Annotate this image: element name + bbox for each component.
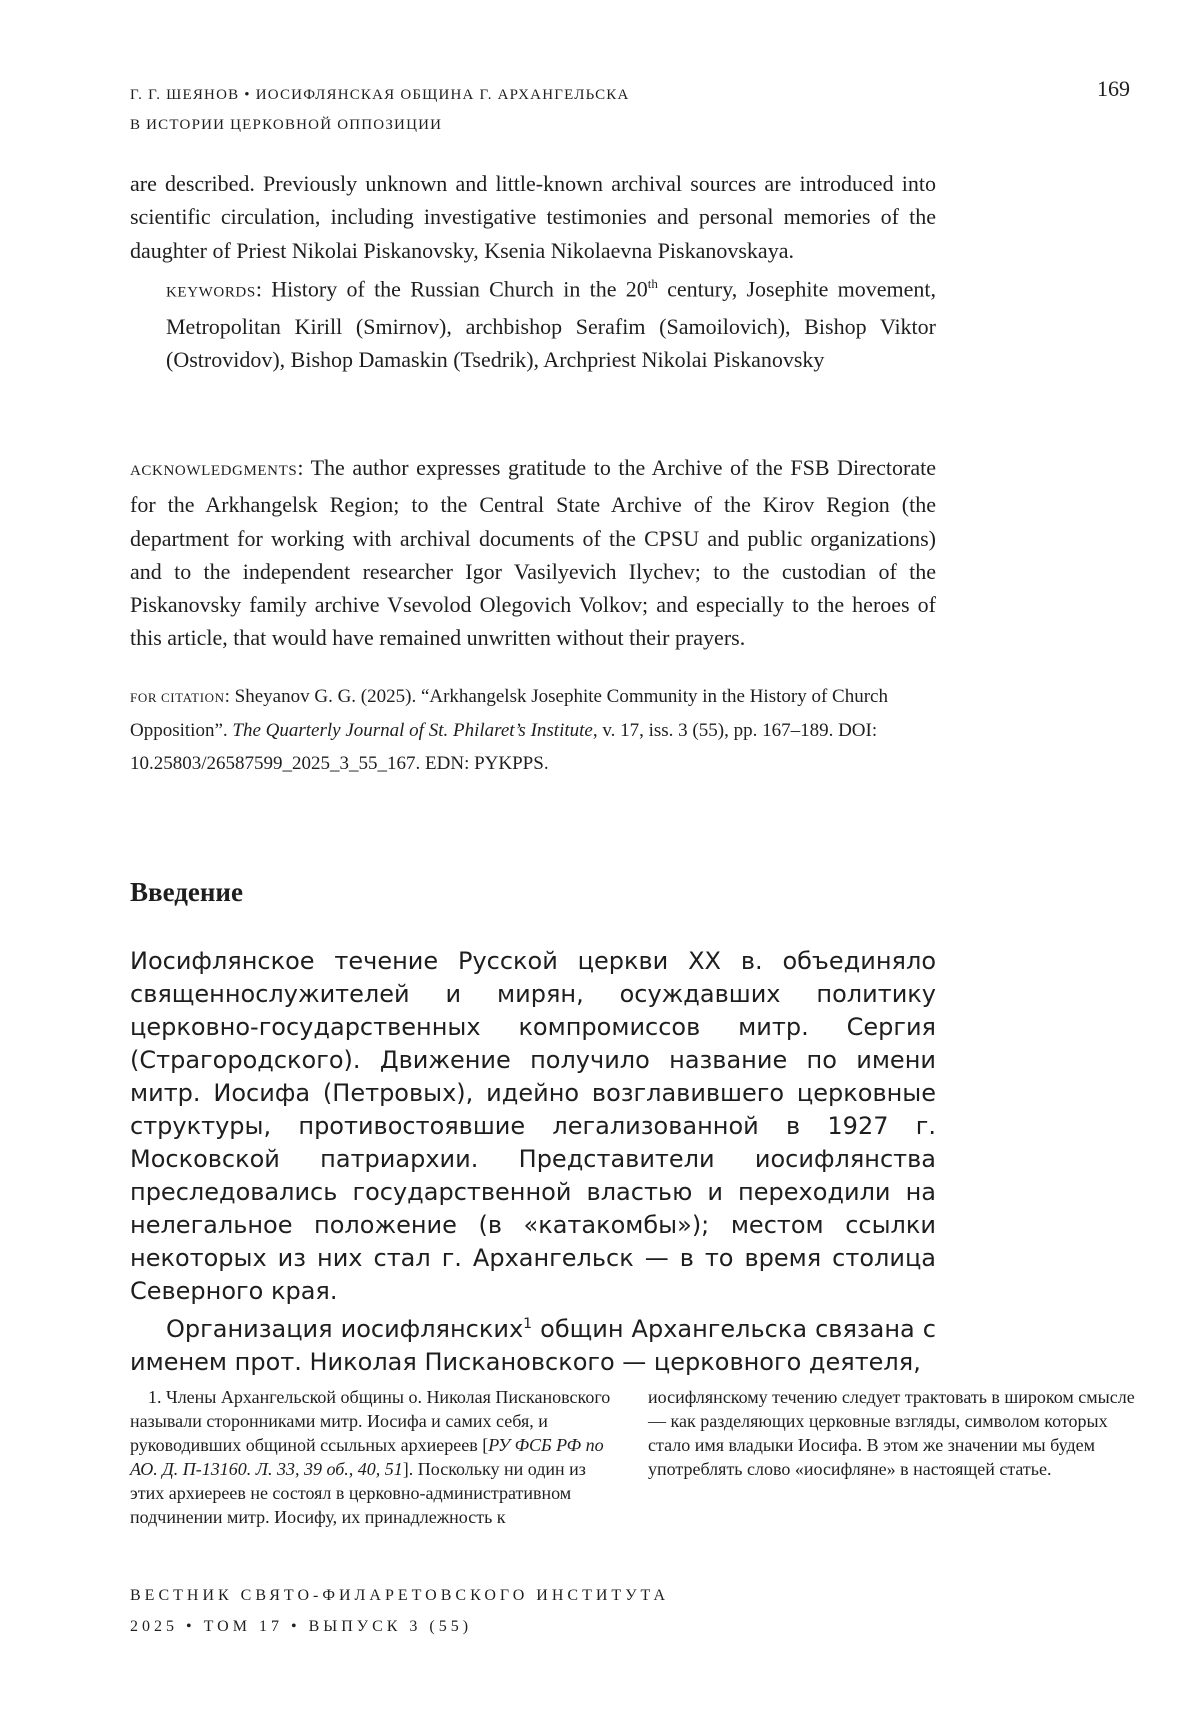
footnote-archive-ref: РУ ФСБ РФ по АО. Д. П-13160. Л. 33, 39 об., 40, 51: [130, 1435, 604, 1479]
footnote-col-1: [130, 1385, 618, 1529]
footer-year: 2025: [130, 1618, 178, 1635]
footnote-ref[interactable]: 1: [523, 1316, 533, 1332]
footer-issue: ВЫПУСК 3 (55): [308, 1618, 473, 1635]
intro-paragraph-1: Иосифлянское течение Русской церкви XX в. объединяло священнослужителей и мирян, осуждавших политику церковно-государственных компромиссов митр. Сергия (Страгородского). Движение получило название по имени митр. Иосифа (Петровых), идейно возглавившего церковные структуры, противостоявшие легализованной в 1927 г. Московской патриархии. Представители иосифлянства преследовались государственной властью и переходили на нелегальное положение (в «катакомбы»); местом ссылки некоторых из них стал г. Архангельск — в то время столица Северного края.: [130, 947, 936, 1305]
intro-paragraph-2: [130, 1308, 936, 1379]
keywords-paragraph: [130, 267, 936, 376]
header-bullet: •: [239, 87, 256, 103]
footer-bullet-2: •: [282, 1618, 309, 1635]
footnote-number: 1.: [148, 1387, 162, 1407]
citation-label: FOR CITATION: [130, 690, 225, 705]
footnote-col-2: [648, 1385, 1136, 1481]
running-header-line2: В ИСТОРИИ ЦЕРКОВНОЙ ОППОЗИЦИИ: [130, 117, 443, 133]
section-title: Введение: [130, 877, 243, 907]
footer-issue-line: [130, 1611, 669, 1642]
citation-block: [130, 680, 936, 780]
footer-journal-name: ВЕСТНИК СВЯТО-ФИЛАРЕТОВСКОГО ИНСТИТУТА: [130, 1587, 670, 1604]
footnote-text-after: ]. Поскольку ни один из этих архиереев не состоял в церковно-административном подчинении митр. Иосифу, их принадлежность к: [130, 1459, 586, 1527]
header-title: ИОСИФЛЯНСКАЯ ОБЩИНА Г. АРХАНГЕЛЬСКА: [255, 87, 630, 103]
acknowledgments-paragraph: [130, 451, 936, 655]
intro-body: [130, 945, 936, 1379]
running-header: [130, 80, 930, 140]
citation-text-before: : Sheyanov G. G. (2025). “Arkhangelsk Josephite Community in the History of Church Opposition”.: [130, 686, 888, 741]
intro-paragraph-2-before: Организация иосифлянских: [166, 1315, 524, 1343]
keywords-label: KEYWORDS: [166, 284, 256, 301]
footnote-continuation: иосифлянскому течению следует трактовать в широком смысле — как разделяющих церковные взгляды, символом которых стало имя владыки Иосифа. В этом же значении мы будем употреблять слово «иосифляне» в настоящей статье.: [648, 1387, 1135, 1479]
keywords-text-before: : History of the Russian Church in the 20: [255, 276, 648, 302]
journal-footer: [130, 1580, 669, 1642]
acknowledgments-text: : The author expresses gratitude to the Archive of the FSB Directorate for the Arkhangelsk Region; to the Central State Archive of the Kirov Region (the department for working with archival documents of the CPSU and public organizations) and to the independent researcher Igor Vasilyevich Ilychev; to the custodian of the Piskanovsky family archive Vsevolod Olegovich Volkov; and especially to the heroes of this article, that would have remained unwritten without their prayers.: [130, 455, 936, 651]
abstract-block: [130, 167, 936, 376]
keywords-text-after: century, Josephite movement, Metropolitan Kirill (Smirnov), archbishop Serafim (Samoilovich), Bishop Viktor (Ostrovidov), Bishop Damaskin (Tsedrik), Archpriest Nikolai Piskanovsky: [166, 276, 936, 372]
keywords-superscript: th: [647, 275, 658, 291]
citation-text-after: , v. 17, iss. 3 (55), pp. 167–189. DOI: 10.25803/26587599_2025_3_55_167. EDN: PYKPPS.: [130, 720, 878, 774]
footer-volume: ТОМ 17: [203, 1618, 283, 1635]
footer-bullet-1: •: [178, 1618, 204, 1635]
page-number: 169: [1097, 76, 1130, 101]
footnote-text-before: Члены Архангельской общины о. Николая Пискановского называли сторонниками митр. Иосифа и самих себя, и руководивших общиной ссыльных архиереев [: [130, 1387, 611, 1455]
running-header-line1: [130, 80, 930, 110]
acknowledgments-label: ACKNOWLEDGMENTS: [130, 463, 298, 479]
citation-journal: The Quarterly Journal of St. Philaret’s Institute: [232, 720, 593, 741]
header-author: Г. Г. ШЕЯНОВ: [130, 87, 240, 103]
abstract-text: are described. Previously unknown and little-known archival sources are introduced into scientific circulation, including investigative testimonies and personal memories of the daughter of Priest Nikolai Piskanovsky, Ksenia Nikolaevna Piskanovskaya.: [130, 171, 936, 263]
intro-paragraph-2-after: общин Архангельска связана с именем прот. Николая Пискановского — церковного деятеля,: [130, 1315, 936, 1376]
acknowledgments-block: [130, 451, 936, 655]
